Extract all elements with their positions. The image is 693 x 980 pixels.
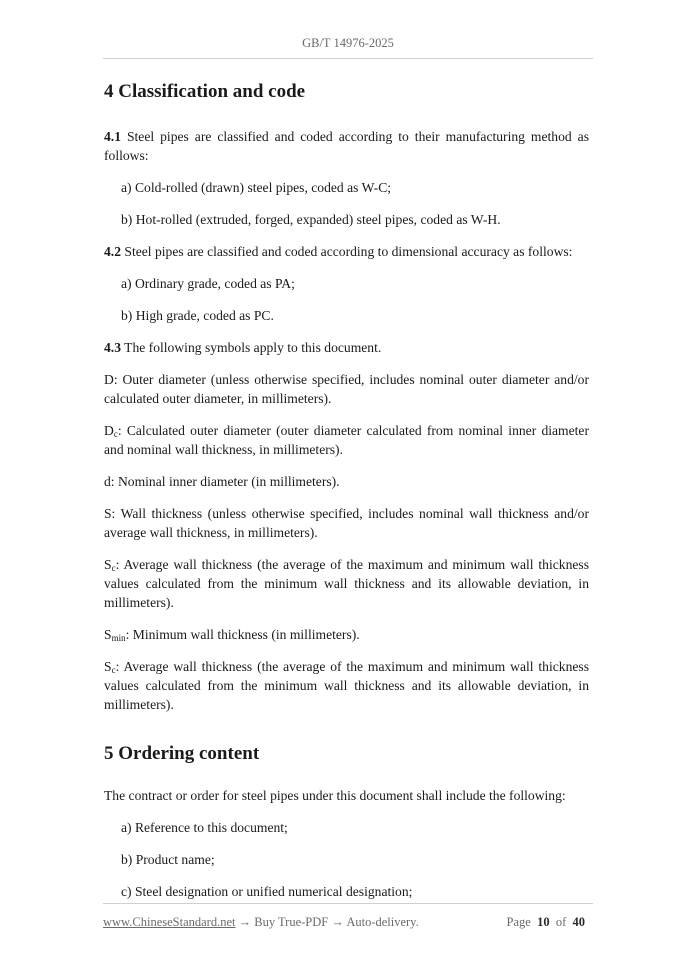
symbol-text: : Calculated outer diameter (outer diameter calculated from nominal inner diameter and nominal wall thickness, in millimeters). [104,423,589,457]
symbol-definition: D: Outer diameter (unless otherwise specified, includes nominal outer diameter and/or calculated outer diameter, in millimeters). [104,372,589,406]
clause-number: 4.3 [104,340,121,355]
symbol-text: : Average wall thickness (the average of the maximum and minimum wall thickness values calculated from the minimum wall thickness and its allowable deviation, in millimeters). [104,557,589,610]
site-link[interactable]: www.ChineseStandard.net [103,915,236,929]
list-item: b) High grade, coded as PC. [121,308,274,323]
symbol-subscript: c [111,665,116,675]
symbol-definition [104,421,589,459]
document-body [104,80,589,901]
symbol-subscript: min [111,633,126,643]
clause-text: Steel pipes are classified and coded according to dimensional accuracy as follows: [121,244,573,259]
clause-number: 4.2 [104,244,121,259]
clause-text: The following symbols apply to this document. [121,340,382,355]
list-item: a) Reference to this document; [121,820,288,835]
section-5-heading: 5 Ordering content [104,743,260,764]
list-item: a) Cold-rolled (drawn) steel pipes, coded as W-C; [121,180,392,195]
symbol-definition: d: Nominal inner diameter (in millimeters). [104,474,340,489]
buy-text: Buy True-PDF [254,915,329,929]
section-4-heading: 4 Classification and code [104,81,306,102]
symbol-definition [104,657,589,714]
section-5-intro: The contract or order for steel pipes under this document shall include the following: [104,788,566,803]
symbol-definition [104,555,589,612]
symbol-text: : Average wall thickness (the average of the maximum and minimum wall thickness values calculated from the minimum wall thickness and its allowable deviation, in millimeters). [104,659,589,712]
symbol-definition: S: Wall thickness (unless otherwise specified, includes nominal wall thickness and/or average wall thickness, in millimeters). [104,506,589,540]
clause-4-1 [104,127,589,165]
footer-divider [103,903,593,904]
symbol-subscript: c [111,563,116,573]
page-number [507,915,585,930]
symbol-text: : Minimum wall thickness (in millimeters). [125,627,360,642]
of-label: of [555,915,567,929]
symbol: D [104,423,114,438]
arrow-icon: → [235,915,255,929]
page-header: GB/T 14976-2025 [302,36,394,50]
symbol: S [104,557,112,572]
list-item: a) Ordinary grade, coded as PA; [121,276,295,291]
header-divider [103,58,593,59]
symbol: S [104,627,112,642]
clause-4-2 [104,242,589,261]
symbol-subscript: c [113,429,118,439]
list-item: c) Steel designation or unified numerical designation; [121,884,413,899]
arrow-icon: → [328,915,347,929]
list-item: b) Hot-rolled (extruded, forged, expanded) steel pipes, coded as W-H. [121,212,501,227]
symbol-definition [104,625,589,644]
page-label: Page [506,915,531,929]
clause-text: Steel pipes are classified and coded according to their manufacturing method as follows: [104,129,589,163]
list-item: b) Product name; [121,852,215,867]
clause-4-3 [104,338,589,357]
clause-number: 4.1 [104,129,121,144]
footer-promo [103,915,419,930]
symbol: S [104,659,112,674]
total-pages: 40 [572,915,585,929]
delivery-text: Auto-delivery. [346,915,419,929]
current-page: 10 [537,915,550,929]
